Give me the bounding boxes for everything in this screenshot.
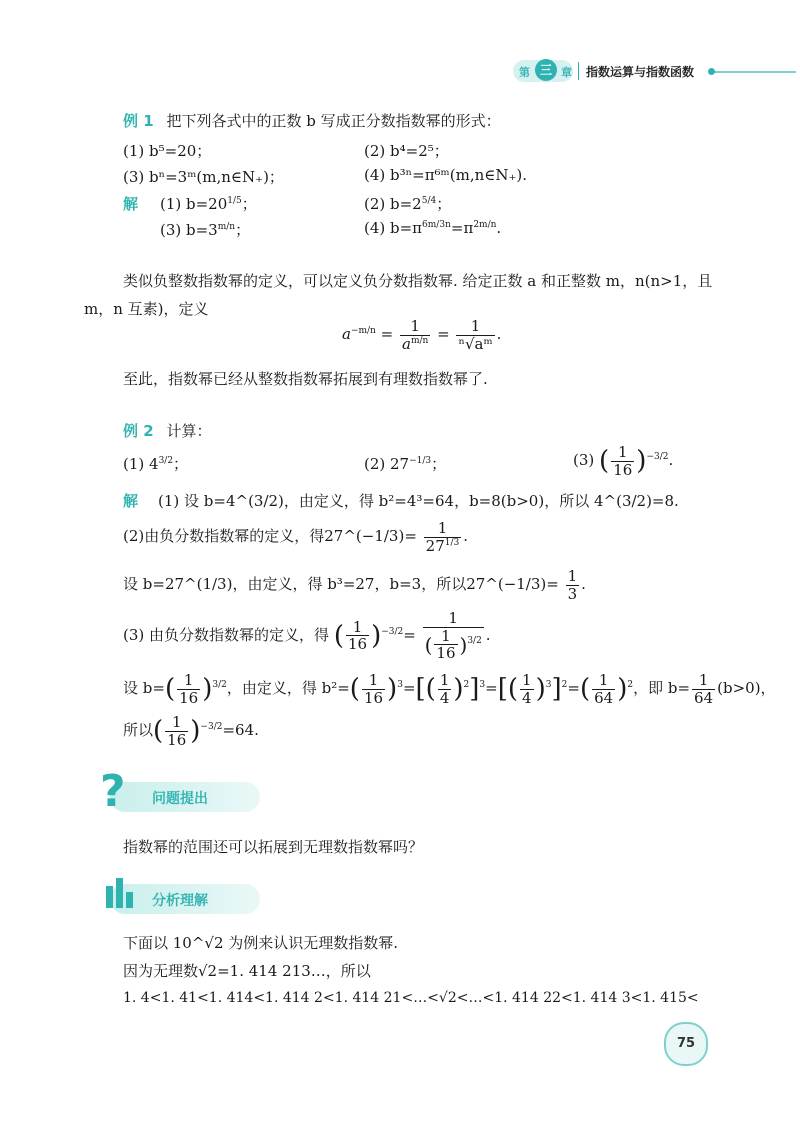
ex1-sol-4-exp2: 2m/n <box>473 220 497 230</box>
ex2-item-1: (1) $4^{3/2}$； <box>123 455 189 473</box>
ex2-sol-3c: 所以( $\frac{1}{16}$ )$^{-3/2}$=64. <box>123 713 259 749</box>
def-frac-2 <box>456 318 494 352</box>
analysis-line-3: 1. 4<1. 41<1. 414<1. 414 2<1. 414 21<…<√2<…<1. 414 22<1. 414 3<1. 415< <box>123 990 699 1006</box>
ex1-item-1: (1) b⁵=20； <box>123 142 212 160</box>
def-line-1: 类似负整数指数幂的定义，可以定义负分数指数幂. 给定正数 a 和正整数 m，n(n>1，且 <box>123 272 713 290</box>
ex1-sol-2-base: (2) b=2 <box>364 195 422 213</box>
analysis-line-2: 因为无理数√2=1. 414 213…，所以 <box>123 962 371 980</box>
ex1-question: 把下列各式中的正数 b 写成正分数指数幂的形式： <box>166 112 501 130</box>
ex1-label: 例 1 <box>123 112 154 130</box>
ex2-sol-3b-end: ，即 b= <box>633 679 691 697</box>
def-frac-1-num: 1 <box>400 318 430 336</box>
chapter-divider <box>578 62 579 80</box>
ex1-sol-3-base: (3) b=3 <box>160 221 218 239</box>
def-frac-2-den: ⁿ√aᵐ <box>458 334 493 353</box>
ex2-sol-3b: 设 b=( $\frac{1}{16}$ )$^{3/2}$，由定义，得 b²=( $\frac{1}{16}$ )$^3$=[( $\frac{1}{4}$ )$^2$]$^3$=[( $\frac{1}{4}$ )$^3$]$^2$=( $\frac{1}{64}$ )$^2$，即 b= $\frac{1}{64}$ (b>0)， <box>123 671 776 707</box>
ex2-sol-3c-pre: 所以 <box>123 721 154 739</box>
ex2-sol-2b: 设 b=27^(1/3)，由定义，得 b³=27，b=3，所以27^(−1/3)= $\frac{1}{3}$ . <box>123 567 586 603</box>
def-frac-2-num: 1 <box>456 318 494 336</box>
ex2-label: 例 2 <box>123 422 154 440</box>
header-rule-dot <box>708 68 715 75</box>
chapter-number: 三 <box>535 59 557 81</box>
ex2-solution-label: 解 <box>123 492 139 510</box>
ex1-sol-1-exp: 1/5 <box>227 196 242 206</box>
ex2-item-2-exp: −1/3 <box>409 456 432 466</box>
def-line-2: m，n 互素)，定义 <box>84 300 209 318</box>
ex2-item-2: (2) $27^{-1/3}$； <box>364 455 447 473</box>
ex1-sol-4: (4) $b=\pi^{6m/3n}=\pi^{2m/n}$. <box>364 219 502 237</box>
ex1-sol-4-exp: 6m/3n <box>422 220 451 230</box>
analysis-line-1: 下面以 10^√2 为例来认识无理数指数幂. <box>123 934 399 952</box>
ex1-item-2: (2) b⁴=2⁵； <box>364 142 449 160</box>
def-formula: $a^{-m/n}$ = $\frac{1}{a^{m/n}}$ = $\frac{1}{\text{ⁿ√aᵐ}}$ . <box>342 317 502 353</box>
ex2-sol-1: (1) 设 b=4^(3/2)，由定义，得 b²=4³=64，b=8(b>0)，所以 4^(3/2)=8. <box>158 492 679 510</box>
def-formula-base: a <box>342 325 351 343</box>
ex1-sol-4-eq: = <box>450 219 464 237</box>
def-formula-eq2: = <box>437 325 450 343</box>
ex1-item-3: (3) bⁿ=3ᵐ(m,n∈N₊)； <box>123 168 284 186</box>
ex2-item-1-exp: 3/2 <box>158 456 174 466</box>
ex2-item-3-exp: −3/2 <box>646 452 669 462</box>
ex2-item-1-base: (1) 4 <box>123 455 159 473</box>
def-frac-1-den <box>400 336 430 353</box>
ex2-sol-3b-pre: 设 b= <box>123 679 165 697</box>
ex1-solution-label: 解 <box>123 195 139 213</box>
def-line-3: 至此，指数幂已经从整数指数幂拓展到有理数指数幂了. <box>123 370 488 388</box>
chapter-title: 指数运算与指数函数 <box>586 65 695 79</box>
ex2-sol-2a-text: (2)由负分数指数幂的定义，得27^(−1/3)= <box>123 527 417 545</box>
ex2-item-3: (3) ( $\frac{1}{16}$ )$^{-3/2}$. <box>573 443 674 479</box>
ex2-sol-3b-cond: (b>0)， <box>717 679 776 697</box>
question-section-text: 指数幂的范围还可以拓展到无理数指数幂吗？ <box>123 838 424 856</box>
header-rule <box>712 71 796 73</box>
ex1-sol-3 <box>160 219 250 240</box>
ex1-sol-1-sep: ； <box>241 195 257 213</box>
chapter-suffix: 章 <box>561 66 572 79</box>
ex1-sol-1-base: (1) b=20 <box>160 195 228 213</box>
ex2-heading <box>123 420 211 441</box>
def-formula-exp: −m/n <box>350 326 376 336</box>
bar-chart-icon <box>102 876 140 910</box>
ex2-sol-3a-text: (3) 由负分数指数幂的定义，得 <box>123 625 330 644</box>
ex2-sol-3c-end: =64. <box>222 721 259 739</box>
ex2-sol-2b-text: 设 b=27^(1/3)，由定义，得 b³=27，b=3，所以27^(−1/3)= <box>123 575 559 593</box>
ex1-sol-2-exp: 5/4 <box>421 196 437 206</box>
chapter-prefix: 第 <box>519 66 530 79</box>
ex1-heading <box>123 110 501 131</box>
ex2-item-3-label: (3) <box>573 451 595 469</box>
ex2-item-2-base: (2) 27 <box>364 455 410 473</box>
def-frac-1-den-exp: m/n <box>410 335 429 346</box>
ex1-sol-1 <box>160 193 257 214</box>
ex1-sol-2 <box>364 193 451 214</box>
question-mark-icon: ? <box>100 766 126 817</box>
ex2-sol-3b-mid: ，由定义，得 b²= <box>226 679 350 697</box>
ex1-sol-2-sep: ； <box>436 195 452 213</box>
def-frac-1 <box>400 318 430 352</box>
ex1-item-4: (4) b³ⁿ=π⁶ᵐ(m,n∈N₊). <box>364 166 528 184</box>
ex1-sol-3-sep: ； <box>235 221 251 239</box>
question-section-title: 问题提出 <box>152 791 208 807</box>
ex2-sol-3a: (3) 由负分数指数幂的定义，得 ( $\frac{1}{16}$ )$^{-3/2}$= 1 ( $\frac{1}{16}$ )$^{3/2}$ . <box>123 609 491 662</box>
ex1-sol-4-base: (4) b=π <box>364 219 423 237</box>
ex2-sol-2a: (2)由负分数指数幂的定义，得27^(−1/3)= $\frac{1}{27^{1/3}}$ . <box>123 519 469 555</box>
ex1-sol-3-exp: m/n <box>217 222 236 232</box>
def-formula-eq1: = <box>380 325 394 343</box>
def-frac-1-den-base: a <box>402 334 411 353</box>
page-number: 75 <box>664 1022 708 1066</box>
ex2-question: 计算： <box>166 422 212 440</box>
chapter-badge <box>513 60 573 82</box>
analysis-section-title: 分析理解 <box>152 893 208 909</box>
